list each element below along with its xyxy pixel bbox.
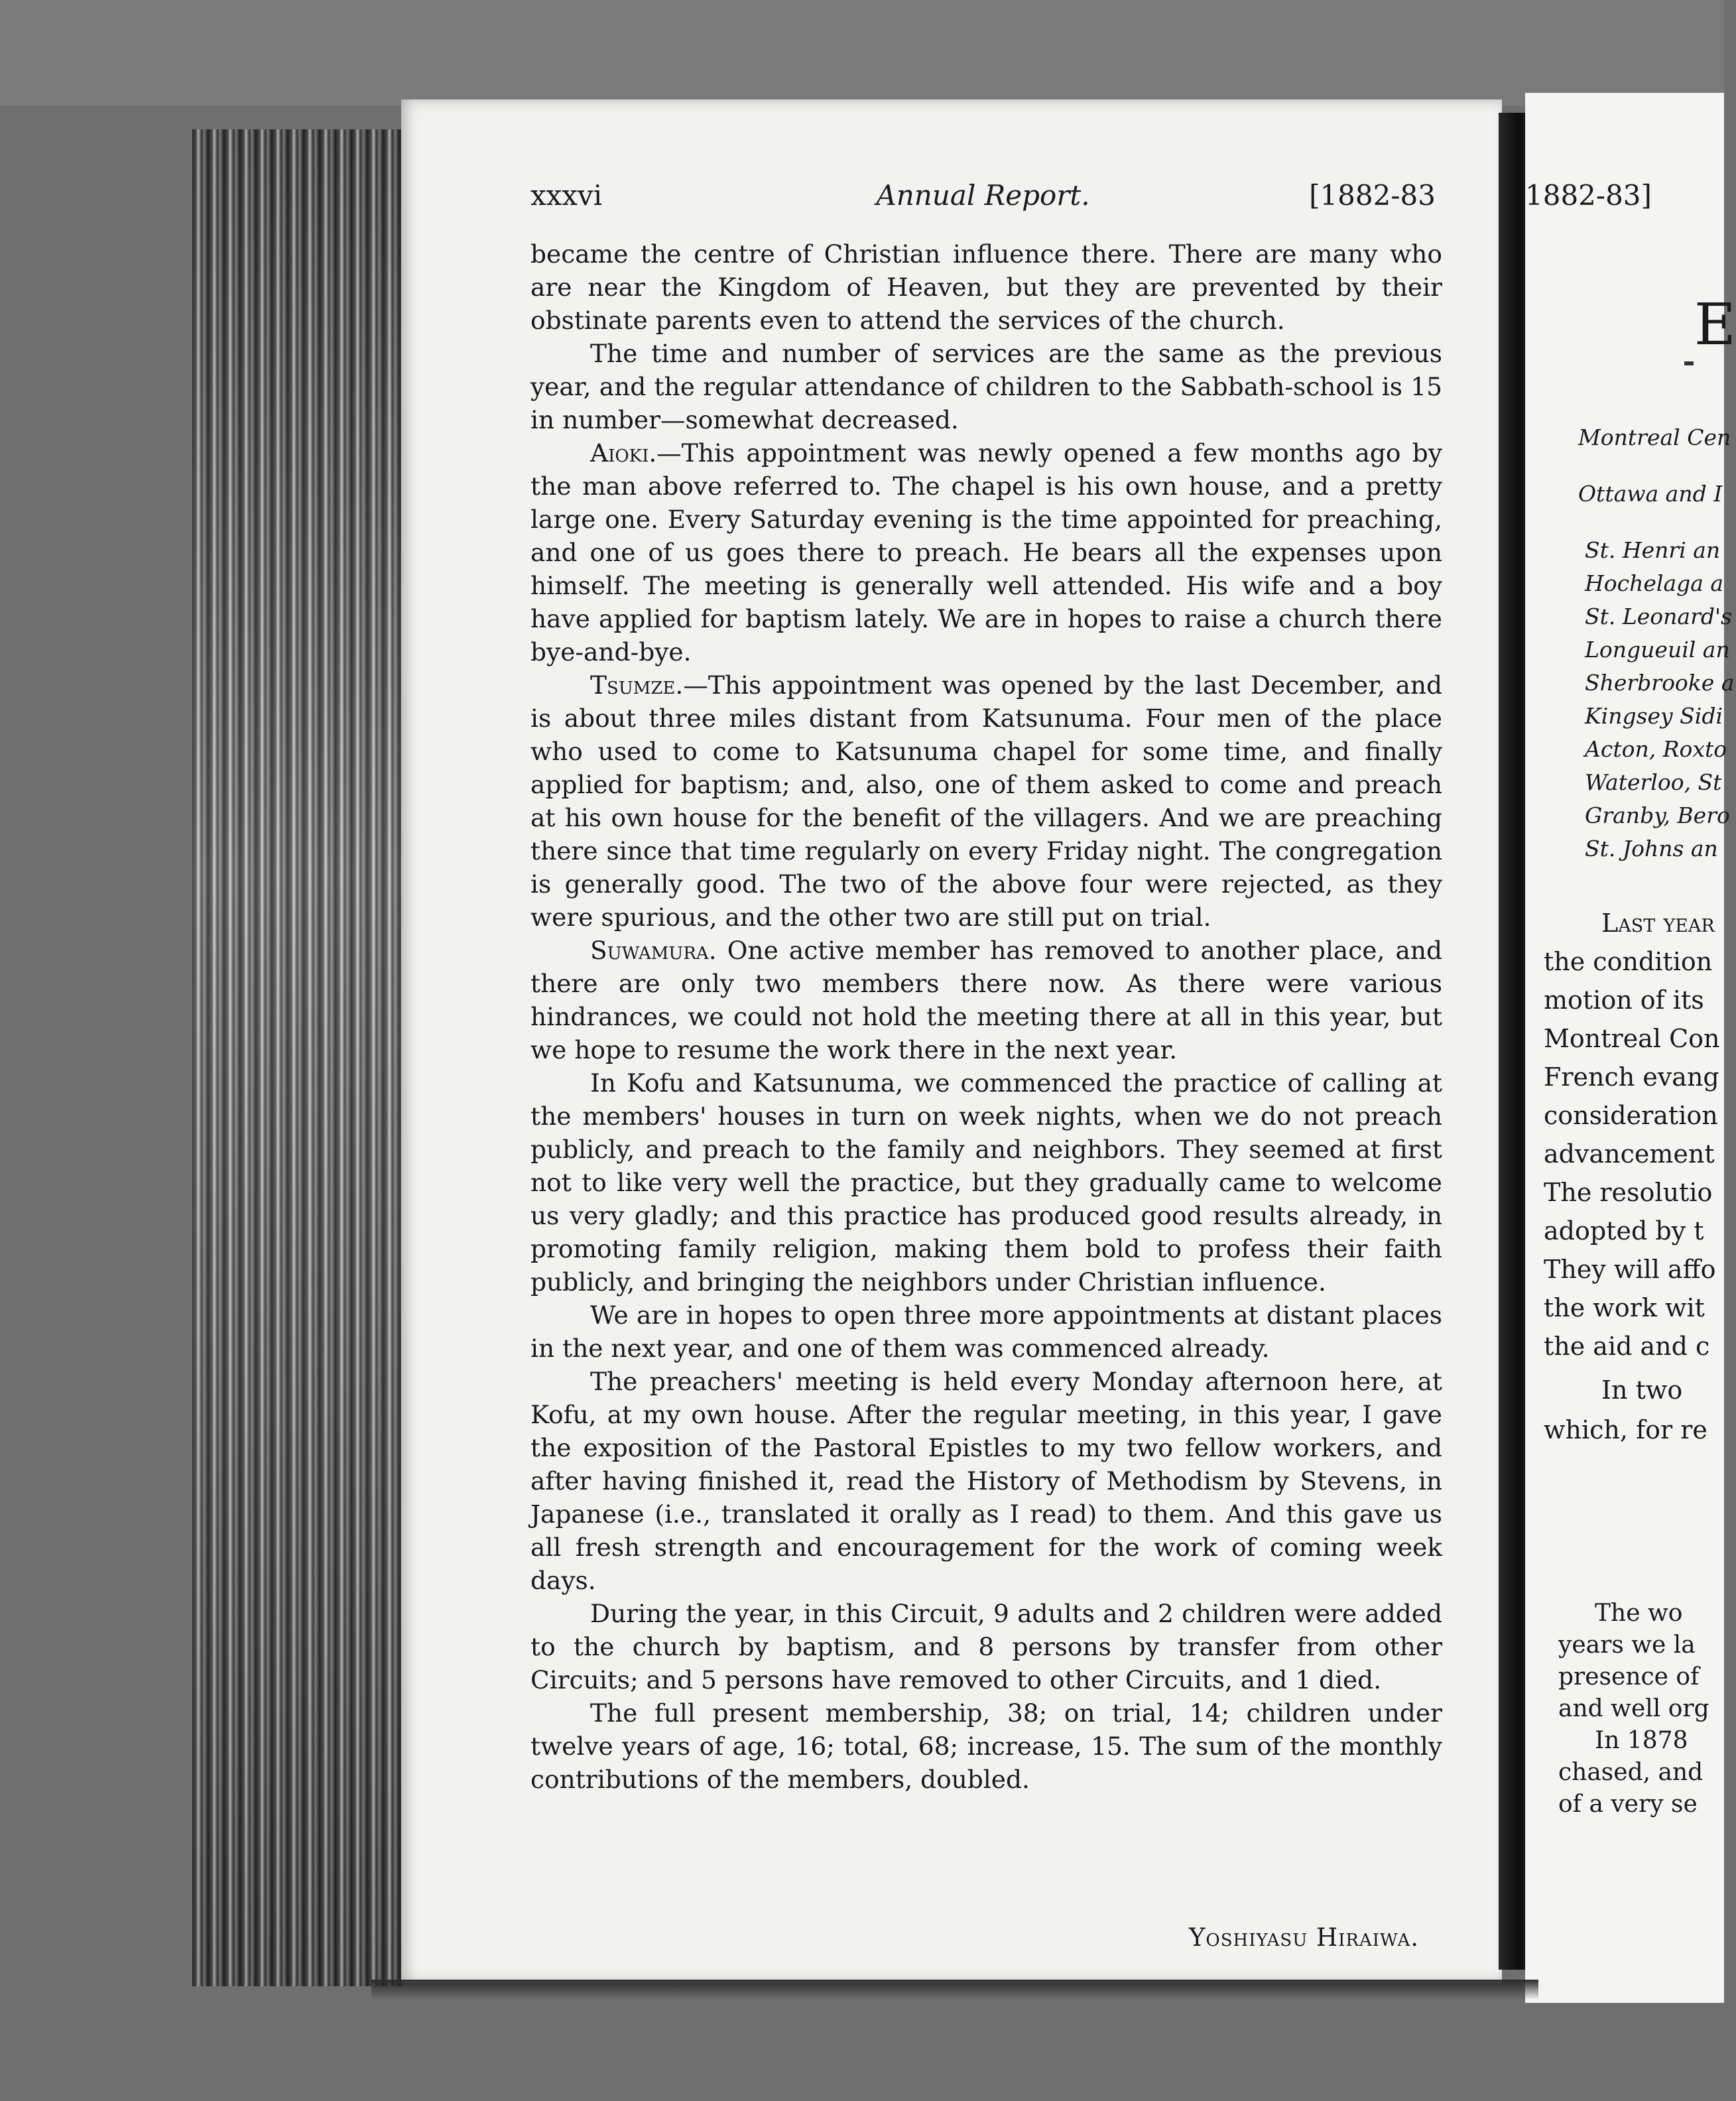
right-body-line: years we la (1558, 1631, 1696, 1659)
body-paragraph (530, 1066, 1442, 1299)
right-body-line: the condition (1544, 947, 1713, 976)
page-shadow (371, 1980, 1538, 2000)
right-italic-line: Acton, Roxto (1585, 736, 1727, 762)
right-italic-line: Kingsey Sidi (1585, 703, 1723, 729)
paragraph-lead: Tsumze. (590, 670, 684, 700)
right-heading-rule (1684, 361, 1694, 365)
running-title: Annual Report. (876, 179, 1090, 212)
right-body-line: advancement (1544, 1139, 1715, 1169)
paragraph-text: The time and number of services are the same as the previous year, and the regular attendance of children to the Sabbath-school is 15 in number—somewhat decreased. (530, 339, 1442, 434)
right-body-line: and well org (1558, 1695, 1709, 1722)
right-italic-line: Montreal Cen (1578, 424, 1731, 450)
right-body-line: of a very se (1558, 1791, 1698, 1818)
body-paragraph (530, 1597, 1442, 1696)
paragraph-text: became the centre of Christian influence there. There are many who are near the Kingdom of Heaven, but they are prevented by their obstinate parents even to attend the services of the church. (530, 239, 1442, 335)
body-paragraph (530, 1696, 1442, 1796)
right-body-line: French evang (1544, 1062, 1719, 1092)
right-heading-letter: E (1694, 292, 1736, 358)
right-body-line: which, for re (1544, 1415, 1707, 1444)
right-body-line: Montreal Con (1544, 1024, 1720, 1053)
paragraph-lead: Suwamura. (590, 936, 717, 965)
right-body-line: motion of its (1544, 986, 1704, 1015)
paragraph-text: —This appointment was newly opened a few months ago by the man above referred to. The chapel is his own house, and a pretty large one. Every Saturday evening is the time appointed for preaching, and one of us goes there to preach. He bears all the expenses upon himself. The meeting is generally well attended. His wife and a boy have applied for baptism lately. We are in hopes to raise a church there bye-and-bye. (530, 438, 1442, 667)
running-year: [1882-83 (1309, 179, 1436, 212)
body-paragraph (530, 237, 1442, 337)
body-paragraph (530, 668, 1442, 934)
signature: Yoshiyasu Hiraiwa. (1188, 1923, 1419, 1952)
right-italic-line: Hochelaga a (1585, 570, 1724, 596)
paragraph-text: The full present membership, 38; on trial, 14; children under twelve years of age, 16; total, 68; increase, 15. The sum of the monthly contributions of the members, doubled. (530, 1698, 1442, 1794)
right-body-line: the work wit (1544, 1293, 1705, 1322)
paragraph-text: One active member has removed to another place, and there are only two members there now. As there were various hindrances, we could not hold the meeting there at all in this year, but we hope to resume the work there in the next year. (530, 936, 1442, 1064)
right-italic-line: Longueuil an (1585, 637, 1730, 663)
right-running-head: 1882-83] (1525, 179, 1652, 212)
right-italic-line: Sherbrooke a (1585, 670, 1735, 696)
right-italic-line: St. Henri an (1585, 537, 1721, 563)
right-body-line: In two (1601, 1375, 1683, 1405)
paragraph-text: The preachers' meeting is held every Monday afternoon here, at Kofu, at my own house. After the regular meeting, in this year, I gave the exposition of the Pastoral Epistles to my two fellow workers, and after having finished it, read the History of Methodism by Stevens, in Japanese (i.e., translated it orally as I read) to them. And this gave us all fresh strength and encouragement for the work of coming week days. (530, 1367, 1442, 1595)
right-body-line: The wo (1595, 1600, 1683, 1627)
paragraph-text: —This appointment was opened by the last December, and is about three miles distant from Katsunuma. Four men of the place who used to come to Katsunuma chapel for some time, and finally applied for baptism; and, also, one of them asked to come and preach at his own house for the benefit of the villagers. And we are preaching there since that time regularly on every Friday night. The congregation is generally good. The two of the above four were rejected, as they were spurious, and the other two are still put on trial. (530, 670, 1442, 932)
body-paragraph (530, 1299, 1442, 1365)
paragraph-lead: Aioki. (590, 438, 657, 468)
right-body-line: Last year (1601, 909, 1715, 938)
paragraph-text: We are in hopes to open three more appointments at distant places in the next year, and one of them was commenced already. (530, 1301, 1442, 1363)
right-body-line: consideration (1544, 1101, 1718, 1130)
paragraph-text: In Kofu and Katsunuma, we commenced the practice of calling at the members' houses in turn on week nights, when we do not preach publicly, and preach to the family and neighbors. They seemed at first not to like very well the practice, but they gradually came to welcome us very gladly; and this practice has produced good results already, in promoting family religion, making them bold to profess their faith publicly, and bringing the neighbors under Christian influence. (530, 1068, 1442, 1297)
page-number: xxxvi (530, 179, 603, 212)
right-body-line: the aid and c (1544, 1332, 1710, 1361)
right-italic-line: St. Leonard's (1585, 604, 1732, 629)
right-body-line: The resolutio (1544, 1178, 1713, 1207)
right-italic-line: Waterloo, St (1585, 769, 1722, 795)
right-italic-line: Granby, Bero (1585, 802, 1730, 828)
body-text (530, 237, 1442, 1796)
right-body-line: They will affo (1544, 1255, 1716, 1284)
right-body-line: presence of (1558, 1663, 1700, 1690)
running-head (530, 179, 1436, 219)
paragraph-text: During the year, in this Circuit, 9 adults and 2 children were added to the church by baptism, and 8 persons by transfer from other Circuits; and 5 persons have removed to other Circuits, and 1 died. (530, 1599, 1442, 1694)
right-body-line: In 1878 (1595, 1727, 1688, 1754)
right-body-line: adopted by t (1544, 1216, 1704, 1245)
body-paragraph (530, 337, 1442, 436)
body-paragraph (530, 934, 1442, 1066)
right-italic-line: St. Johns an (1585, 836, 1718, 861)
scan-background (0, 0, 1724, 106)
right-italic-line: Ottawa and I (1578, 481, 1723, 507)
body-paragraph (530, 1365, 1442, 1597)
book-page-edges (192, 129, 404, 1986)
body-paragraph (530, 436, 1442, 668)
right-body-line: chased, and (1558, 1759, 1704, 1786)
